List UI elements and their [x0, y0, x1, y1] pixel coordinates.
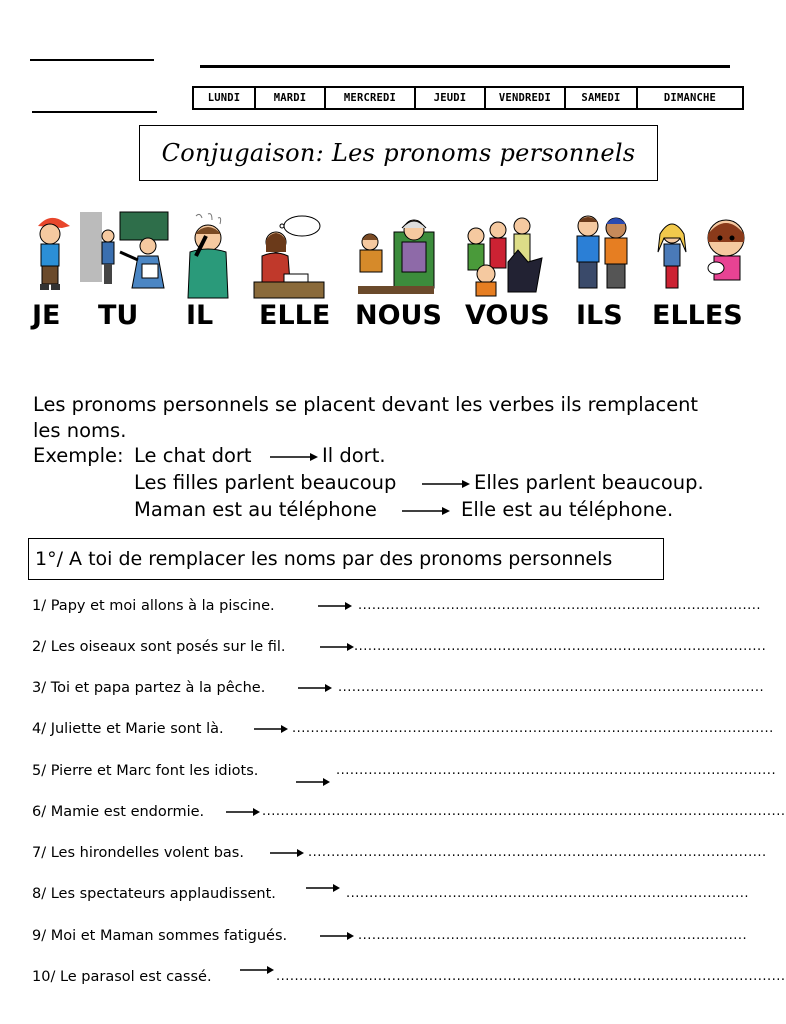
arrow-icon: [240, 964, 274, 976]
pronoun-il: IL: [186, 300, 214, 331]
two-boys-icon: [572, 212, 634, 298]
arrow-icon: [402, 504, 450, 518]
answer-blank-2[interactable]: .........................................................................................: [354, 639, 767, 654]
title-box: [139, 125, 658, 181]
example-1-from: Le chat dort: [134, 444, 252, 467]
task-box: [28, 538, 664, 580]
exercise-9: 9/ Moi et Maman sommes fatigués.: [32, 928, 288, 944]
date-blank-line[interactable]: [32, 111, 157, 113]
boy-icon: [30, 212, 72, 298]
example-3-from: Maman est au téléphone: [134, 498, 377, 521]
answer-blank-5[interactable]: ...............................................................................................: [336, 763, 777, 778]
task-instruction: 1°/ A toi de remplacer les noms par des pronoms personnels: [35, 548, 613, 570]
pronoun-elles: ELLES: [652, 300, 743, 331]
arrow-icon: [296, 776, 330, 788]
name-blank-line[interactable]: [30, 59, 154, 61]
day-mardi[interactable]: MARDI: [256, 88, 326, 108]
day-dimanche[interactable]: DIMANCHE: [663, 92, 717, 104]
pronoun-ils: ILS: [576, 300, 623, 331]
example-2-to: Elles parlent beaucoup.: [474, 471, 704, 494]
pronoun-vous: VOUS: [465, 300, 550, 331]
girl-grandmother-icon: [350, 212, 436, 298]
answer-blank-3[interactable]: ............................................................................................: [338, 680, 765, 695]
arrow-icon: [270, 450, 318, 464]
arrow-icon: [226, 806, 260, 818]
exercise-1: 1/ Papy et moi allons à la piscine.: [32, 598, 275, 614]
answer-blank-7[interactable]: ...................................................................................................: [308, 845, 767, 860]
group-children-icon: [462, 212, 548, 298]
example-1-to: Il dort.: [322, 444, 386, 467]
day-mercredi[interactable]: MERCREDI: [326, 88, 416, 108]
exercise-3: 3/ Toi et papa partez à la pêche.: [32, 680, 266, 696]
day-jeudi[interactable]: JEUDI: [416, 88, 486, 108]
answer-blank-4[interactable]: ........................................................................................................: [292, 721, 774, 736]
arrow-icon: [306, 882, 340, 894]
pronoun-tu: TU: [98, 300, 139, 331]
exercise-7: 7/ Les hirondelles volent bas.: [32, 845, 244, 861]
woman-reading-icon: [254, 212, 324, 298]
arrow-icon: [422, 477, 470, 491]
lesson-line-1: Les pronoms personnels se placent devant les verbes ils remplacent: [33, 393, 699, 416]
exercise-8: 8/ Les spectateurs applaudissent.: [32, 886, 276, 902]
title-blank-line[interactable]: [200, 65, 730, 68]
exercise-10: 10/ Le parasol est cassé.: [32, 969, 212, 985]
answer-blank-6[interactable]: .................................................................................................................: [262, 804, 786, 819]
day-vendredi[interactable]: VENDREDI: [486, 88, 566, 108]
answer-blank-8[interactable]: .......................................................................................: [346, 886, 750, 901]
example-2-from: Les filles parlent beaucoup: [134, 471, 397, 494]
lesson-line-2: les noms.: [33, 419, 127, 442]
arrow-icon: [298, 682, 332, 694]
arrow-icon: [320, 641, 354, 653]
day-samedi[interactable]: SAMEDI: [566, 88, 638, 108]
tired-boy-icon: [182, 212, 232, 298]
answer-blank-10[interactable]: ..............................................................................................................: [276, 969, 786, 984]
answer-blank-1[interactable]: .......................................................................................: [358, 598, 762, 613]
arrow-icon: [320, 930, 354, 942]
answer-blank-9[interactable]: ....................................................................................: [358, 928, 748, 943]
example-label: Exemple:: [33, 444, 124, 467]
exercise-6: 6/ Mamie est endormie.: [32, 804, 205, 820]
arrow-icon: [318, 600, 352, 612]
exercise-5: 5/ Pierre et Marc font les idiots.: [32, 763, 259, 779]
arrow-icon: [254, 723, 288, 735]
pronoun-je: JE: [32, 300, 61, 331]
days-table: [192, 86, 744, 110]
arrow-icon: [270, 847, 304, 859]
page-title: Conjugaison: Les pronoms personnels: [161, 139, 636, 167]
teacher-student-icon: [80, 212, 170, 298]
pronoun-row: [0, 300, 768, 340]
exercise-2: 2/ Les oiseaux sont posés sur le fil.: [32, 639, 286, 655]
example-3-to: Elle est au téléphone.: [461, 498, 674, 521]
two-girls-icon: [652, 212, 748, 298]
pronoun-nous: NOUS: [355, 300, 442, 331]
pronoun-elle: ELLE: [259, 300, 331, 331]
exercise-4: 4/ Juliette et Marie sont là.: [32, 721, 224, 737]
day-lundi[interactable]: LUNDI: [194, 88, 256, 108]
